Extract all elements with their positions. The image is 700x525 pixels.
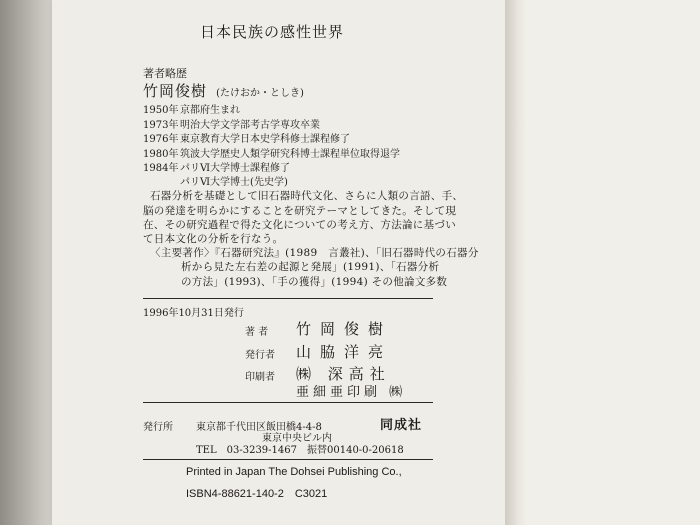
history-row <box>143 116 320 131</box>
bio-line: て日本文化の分析を行なう。 <box>143 233 284 245</box>
bio-line: 脳の発達を明らかにすることを研究テーマとしてきた。そして現 <box>143 205 457 217</box>
right-page <box>525 0 700 525</box>
publisher-person-label: 発行者 <box>245 350 275 361</box>
history-row <box>143 130 350 145</box>
printer-name-2: 亜細亜印刷 ㈱ <box>296 385 407 400</box>
history-text: パリⅥ大学博士(先史学) <box>180 177 288 188</box>
author-name-row <box>143 80 304 101</box>
major-works-line: 析から見た左右差の起源と発展」(1991)、「石器分析 <box>181 261 440 273</box>
history-text: 京都府生まれ <box>180 105 240 116</box>
publisher-building: 東京中央ビル内 <box>262 433 332 444</box>
author-name-reading: (たけおか・としき) <box>216 88 304 99</box>
publisher-address: 東京都千代田区飯田橋4-4-8 <box>196 422 322 433</box>
history-row <box>143 101 240 116</box>
publication-date: 1996年10月31日発行 <box>143 308 244 319</box>
printed-in-japan: Printed in Japan The Dohsei Publishing Co., <box>186 466 402 478</box>
history-text: 東京教育大学日本史学科修士課程修了 <box>180 134 350 145</box>
history-text: パリⅥ大学博士課程修了 <box>180 163 291 174</box>
colophon-author-name: 竹岡俊樹 <box>296 320 393 338</box>
history-year: 1950年 <box>143 105 179 116</box>
show-through-text <box>537 0 551 168</box>
printer-name-1: ㈱ 深高社 <box>296 365 391 383</box>
publisher-person-name: 山脇洋亮 <box>296 343 393 361</box>
publishing-office-label: 発行所 <box>143 422 173 433</box>
publisher-phone: TEL 03-3239-1467 振替00140-0-20618 <box>196 445 404 456</box>
history-row <box>143 159 290 174</box>
history-year: 1973年 <box>143 120 179 131</box>
book-title: 日本民族の感性世界 <box>200 23 345 41</box>
history-row <box>143 145 400 160</box>
history-year: 1976年 <box>143 134 179 145</box>
bio-line: 在、その研究過程で得た文化についての考え方、方法論に基づい <box>143 219 456 231</box>
history-year: 1980年 <box>143 149 179 160</box>
isbn: ISBN4-88621-140-2 C3021 <box>186 488 328 500</box>
major-works-line: 〈主要著作〉『石器研究法』(1989 言叢社)、「旧石器時代の石器分 <box>150 247 479 259</box>
major-works-line: の方法」(1993)、「手の獲得」(1994) その他論文多数 <box>181 276 448 288</box>
author-name: 竹岡俊樹 <box>143 82 208 100</box>
author-label: 著 者 <box>245 327 269 338</box>
book-gutter <box>505 0 527 525</box>
history-year: 1984年 <box>143 163 179 174</box>
colophon-bottom-rule <box>143 459 433 460</box>
publisher-name: 同成社 <box>380 418 423 433</box>
bio-line: 石器分析を基礎として旧石器時代文化、さらに人類の言語、手、 <box>150 190 464 202</box>
printer-label: 印刷者 <box>245 372 275 383</box>
history-text: 筑波大学歴史人類学研究科博士課程単位取得退学 <box>180 149 400 160</box>
background-left <box>0 0 60 525</box>
history-row <box>143 173 288 188</box>
history-text: 明治大学文学部考古学専攻卒業 <box>180 120 320 131</box>
colophon-middle-rule <box>143 402 433 403</box>
colophon-top-rule <box>143 298 433 299</box>
author-profile-heading: 著者略歴 <box>143 67 187 80</box>
